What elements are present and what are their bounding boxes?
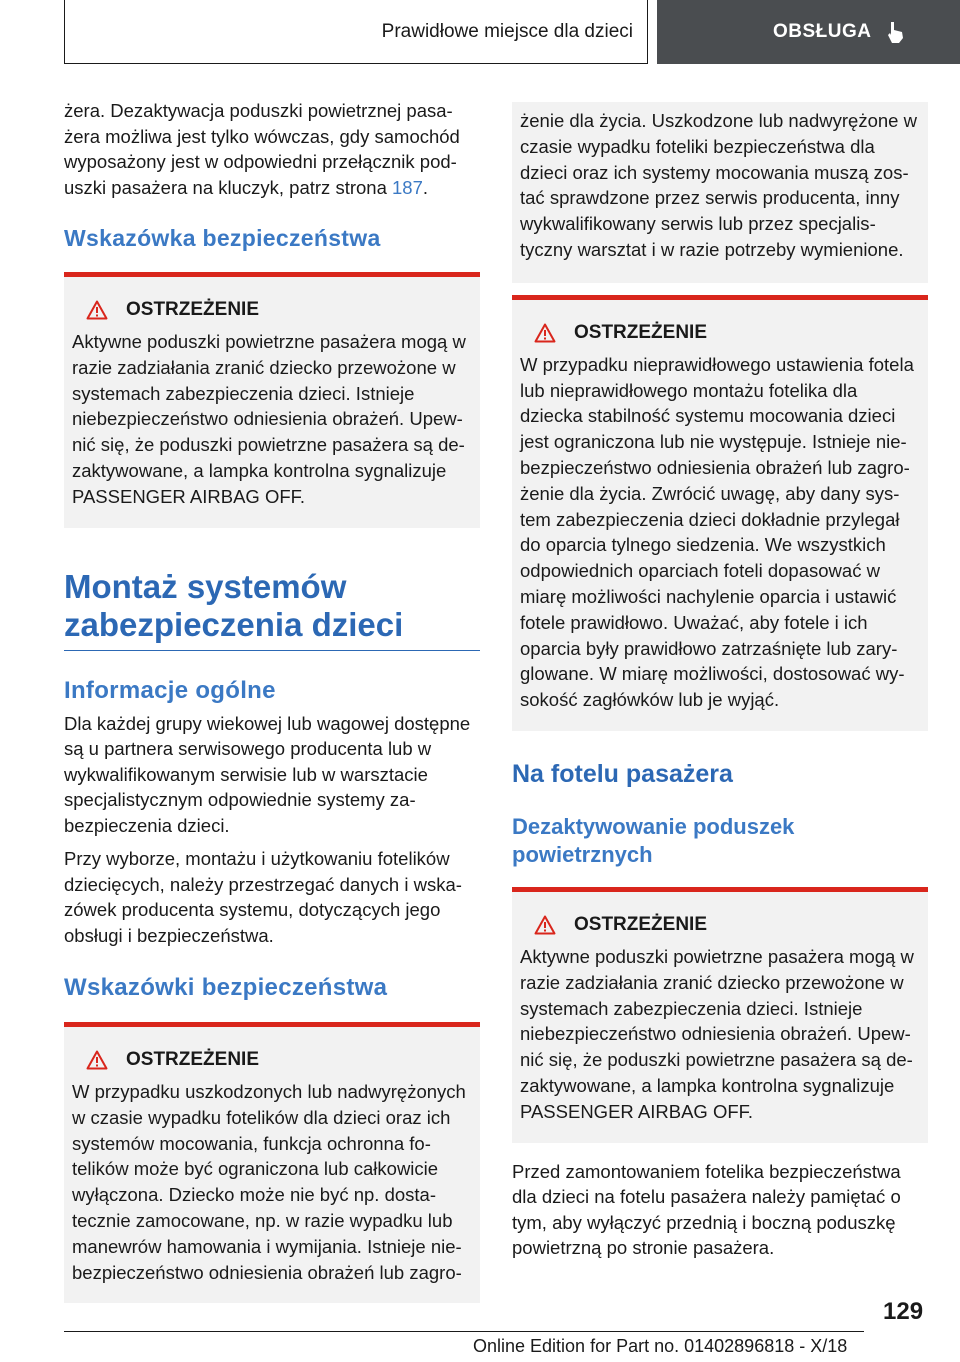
warning-title-text: OSTRZEŻENIE bbox=[574, 913, 708, 935]
warning-title-text: OSTRZEŻENIE bbox=[126, 1049, 260, 1071]
warning-triangle-icon bbox=[534, 915, 556, 935]
page-reference-link[interactable]: 187 bbox=[392, 176, 423, 198]
general-heading: Informacje ogólne bbox=[64, 676, 276, 704]
warning-continuation-text: żenie dla życia. Uszkodzone lub nadwyrężone w czasie wypadku foteliki bezpieczeństwa dla dzieci oraz ich systemy mocowania muszą zostać sprawdzone przez serwis producenta, inny wykwalifikowany serwis lub przez specjalistyczny warsztat i w razie potrzeby wymienione. bbox=[520, 110, 917, 260]
warning-text: W przypadku nieprawidłowego ustawienia fotela lub nieprawidłowego montażu fotelika dla dziecka stabilność systemu mocowania dzieci jest ograniczona lub nie występuje. Istnieje niebezpieczeństwo odniesienia obrażeń lub zagrożenie dla życia. Zwrócić uwagę, aby dany system zabezpieczenia dzieci dokładnie przylegał do oparcia tylnego siedzenia. We wszystkich odpowiednich oparciach foteli dopasować w miarę możliwości nachylenie oparcia i ustawić fotele prawidłowo. Uważać, aby fotele i ich oparcia były prawidłowo zatrzaśnięte lub zaryglowane. W miarę możliwości, dostosować wysokość zagłówków lub je wyjąć. bbox=[520, 353, 914, 711]
subsection-heading: Dezaktywowanie poduszek powietrznych bbox=[512, 813, 795, 867]
intro-text: żera. Dezaktywacja poduszki powietrznej pasażera możliwa jest tylko wówczas, gdy samochód wyposażony jest w odpowiedni przełącznik poduszki pasażera na kluczyk, patrz strona bbox=[64, 100, 460, 198]
warning-triangle-icon bbox=[534, 323, 556, 343]
warning-text: Aktywne poduszki powietrzne pasażera mogą w razie zadziałania zranić dziecko przewożone w systemach zabezpieczenia dzieci. Istnieje niebezpieczeństwo odniesienia obrażeń. Upewnić się, że poduszki powietrzne pasażera są dezaktywowane, a lampka kontrolna sygnalizuje PASSENGER AIRBAG OFF. bbox=[72, 331, 466, 507]
warning-title bbox=[520, 322, 920, 344]
header-title-box bbox=[64, 0, 648, 64]
warning-triangle-icon bbox=[86, 300, 108, 320]
warning-box bbox=[512, 295, 928, 731]
section-heading: Na fotelu pasażera bbox=[512, 759, 733, 788]
warning-title bbox=[72, 299, 472, 321]
general-paragraph-1: Dla każdej grupy wiekowej lub wagowej dostępne są u partnera serwisowego producenta lub w wykwalifikowanym serwisie lub w warsztacie specjalistycznym odpowiednie systemy zabezpieczenia dzieci. bbox=[64, 712, 471, 836]
warning-title bbox=[72, 1049, 472, 1071]
warning-box bbox=[64, 272, 480, 528]
safety-heading: Wskazówka bezpieczeństwa bbox=[64, 225, 381, 251]
final-paragraph: Przed zamontowaniem fotelika bezpieczeństwa dla dzieci na fotelu pasażera należy pamiętać o tym, aby wyłączyć przednią i boczną poduszkę powietrzną po stronie pasażera. bbox=[512, 1160, 901, 1259]
header-section-label: OBSŁUGA bbox=[773, 21, 872, 42]
header-title: Prawidłowe miejsce dla dzieci bbox=[381, 20, 633, 42]
footer-divider bbox=[64, 1331, 864, 1332]
header-section-tab bbox=[657, 0, 960, 64]
warning-text: Aktywne poduszki powietrzne pasażera mogą w razie zadziałania zranić dziecko przewożone w systemach zabezpieczenia dzieci. Istnieje niebezpieczeństwo odniesienia obrażeń. Upewnić się, że poduszki powietrzne pasażera są dezaktywowane, a lampka kontrolna sygnalizuje PASSENGER AIRBAG OFF. bbox=[520, 945, 914, 1122]
right-column bbox=[512, 102, 928, 1261]
chapter-title: Montaż systemów zabezpieczenia dzieci bbox=[64, 568, 480, 651]
general-paragraph-2: Przy wyborze, montażu i użytkowaniu fotelików dziecięcych, należy przestrzegać danych i wskazówek producenta systemu, dotyczących jego obsługi i bezpieczeństwa. bbox=[64, 848, 462, 946]
page-number: 129 bbox=[883, 1298, 924, 1325]
warning-continuation-box bbox=[512, 102, 928, 283]
safety-heading-2: Wskazówki bezpieczeństwa bbox=[64, 974, 388, 1002]
warning-text: W przypadku uszkodzonych lub nadwyrężonych w czasie wypadku fotelików dla dzieci oraz ich systemów mocowania, funkcja ochronna fotelików może być ograniczona lub całkowicie wyłączona. Dziecko może nie być np. dostatecznie zamocowane, np. w razie wypadku lub manewrów hamowania i wymijania. Istnieje niebezpieczeństwo odniesienia obrażeń lub zagro- bbox=[72, 1081, 466, 1283]
pointing-hand-icon bbox=[886, 20, 906, 44]
warning-box bbox=[512, 887, 928, 1143]
warning-title bbox=[520, 914, 920, 936]
footer-edition: Online Edition for Part no. 01402896818 - X/18 bbox=[473, 1336, 848, 1356]
warning-title-text: OSTRZEŻENIE bbox=[574, 321, 708, 343]
warning-title-text: OSTRZEŻENIE bbox=[126, 299, 260, 320]
warning-box bbox=[64, 1022, 480, 1303]
warning-triangle-icon bbox=[86, 1050, 108, 1070]
intro-end: . bbox=[422, 176, 429, 198]
left-column bbox=[64, 98, 480, 1303]
intro-paragraph bbox=[64, 98, 480, 200]
